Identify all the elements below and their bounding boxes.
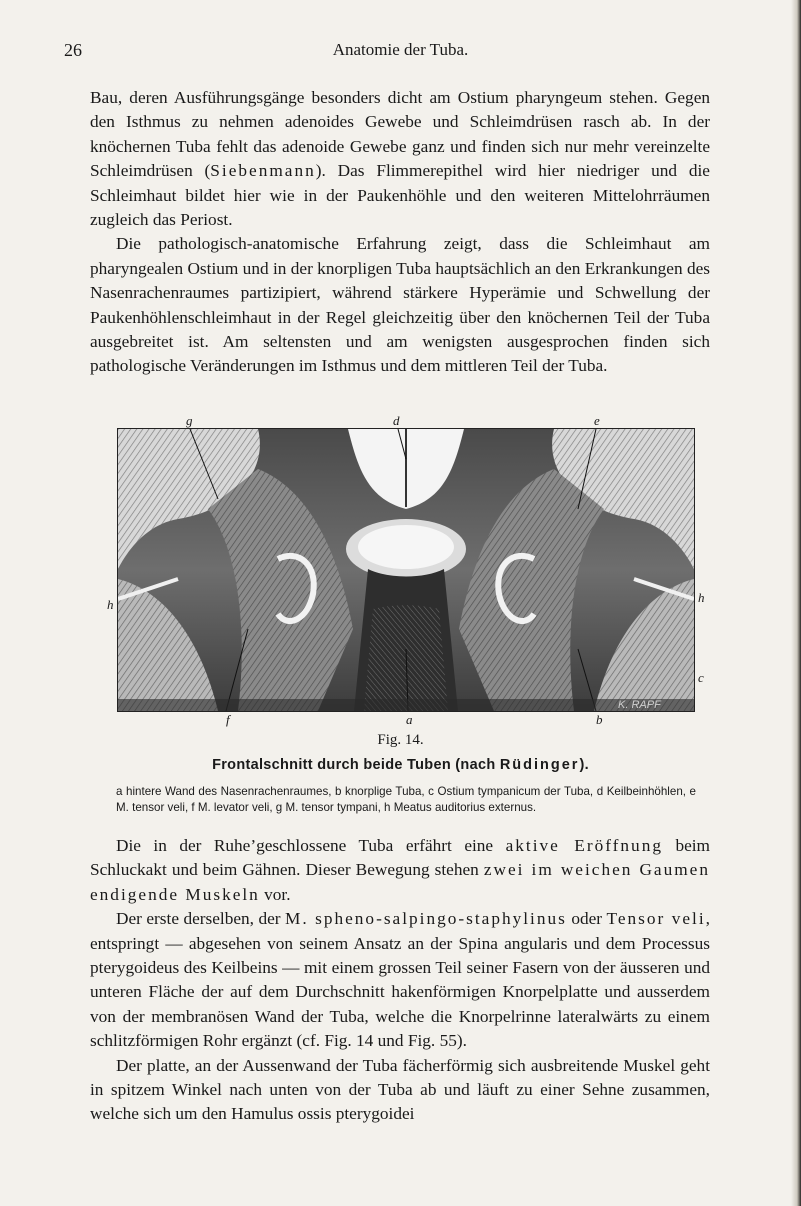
- figure-label-h-left: h: [107, 597, 114, 612]
- scan-page-edge: [791, 0, 801, 1206]
- paragraph-4: Der erste derselben, der M. spheno-salpingo-staphylinus oder Tensor veli, entspringt — abgesehen von seinem Ansatz an der Spina angularis und dem Processus pterygoideus des Keilbeins — mit einem grossen Teil seiner Fasern von der äusseren und unteren Fläche der auf dem Durchschnitt hakenförmigen Knorpelplatte und ausserdem von der membranösen Wand der Tuba, welche die Knorpelrinne lateralwärts zu einem schlitzförmigen Rohr ergänzt (cf. Fig. 14 und Fig. 55).: [90, 909, 710, 1051]
- figure-caption: Frontalschnitt durch beide Tuben (nach Rüdinger).: [212, 757, 589, 773]
- caption-author: Rüdinger: [499, 757, 580, 773]
- paragraph-2: Die pathologisch-anatomische Erfahrung zeigt, dass die Schleimhaut am pharyngealen Ostium und in der knorpligen Tuba hauptsächlich an den Erkrankungen des Nasenrachenraumes partizipiert, während stärkere Hyperämie und Schwellung der Paukenhöhlenschleimhaut in der Regel gleichzeitig über den knöchernen Teil der Tuba ausgebreitet ist. Am seltensten und am wenigsten ausgesprochen finden sich pathologische Veränderungen im Isthmus und dem mittleren Teil der Tuba.: [90, 234, 710, 376]
- figure-label-f: f: [226, 712, 230, 727]
- section-illustration: [118, 429, 694, 711]
- page-number: 26: [64, 40, 82, 60]
- figure-label-c: c: [698, 670, 704, 685]
- paragraph-5: Der platte, an der Aussenwand der Tuba fächerförmig sich ausbreitende Muskel geht in spitzem Winkel nach unten von der Tuba ab und läuft zu einer Sehne zusammen, welche sich um den Hamulus ossis pterygoidei: [90, 1055, 710, 1124]
- paragraph-1: Bau, deren Ausführungsgänge besonders dicht am Ostium pharyngeum stehen. Gegen den Isthmus zu nehmen adenoides Gewebe und Schleimdrüsen rasch ab. In der knöchernen Tuba fehlt das adenoide Gewebe ganz und finden sich nur mehr vereinzelte Schleimdrüsen (Siebenmann). Das Flimmerepithel wird hier niedriger und die Schleimhaut bildet hier wie in der Paukenhöhle und den weiteren Mittelohrräumen zugleich das Periost.: [90, 88, 710, 230]
- paragraph-3: Die in der Ruhe’geschlossene Tuba erfährt eine aktive Eröffnung beim Schluckakt und beim Gähnen. Dieser Bewegung stehen zwei im weichen Gaumen endigende Muskeln vor.: [90, 836, 711, 904]
- body-text-bottom: [90, 834, 710, 1127]
- figure-label-d: d: [393, 413, 400, 428]
- author-siebenmann: Siebenmann: [210, 161, 316, 181]
- figure-label-b: b: [596, 712, 603, 727]
- anatomical-section-figure: [117, 428, 695, 712]
- figure-number: Fig. 14.: [377, 732, 424, 748]
- figure-label-e: e: [594, 413, 600, 428]
- body-text-top: [90, 86, 710, 379]
- figure-label-h-right: h: [698, 590, 705, 605]
- figure-label-a: a: [406, 712, 413, 727]
- engraver-signature: K. RAPF: [618, 699, 661, 711]
- figure-legend: a hintere Wand des Nasenrachenraumes, b knorplige Tuba, c Ostium tympanicum der Tuba, d Keilbeinhöhlen, e M. tensor veli, f M. levator veli, g M. tensor tympani, h Meatus auditorius externus.: [116, 785, 696, 814]
- running-title: Anatomie der Tuba.: [332, 40, 469, 59]
- figure-label-g: g: [186, 413, 193, 428]
